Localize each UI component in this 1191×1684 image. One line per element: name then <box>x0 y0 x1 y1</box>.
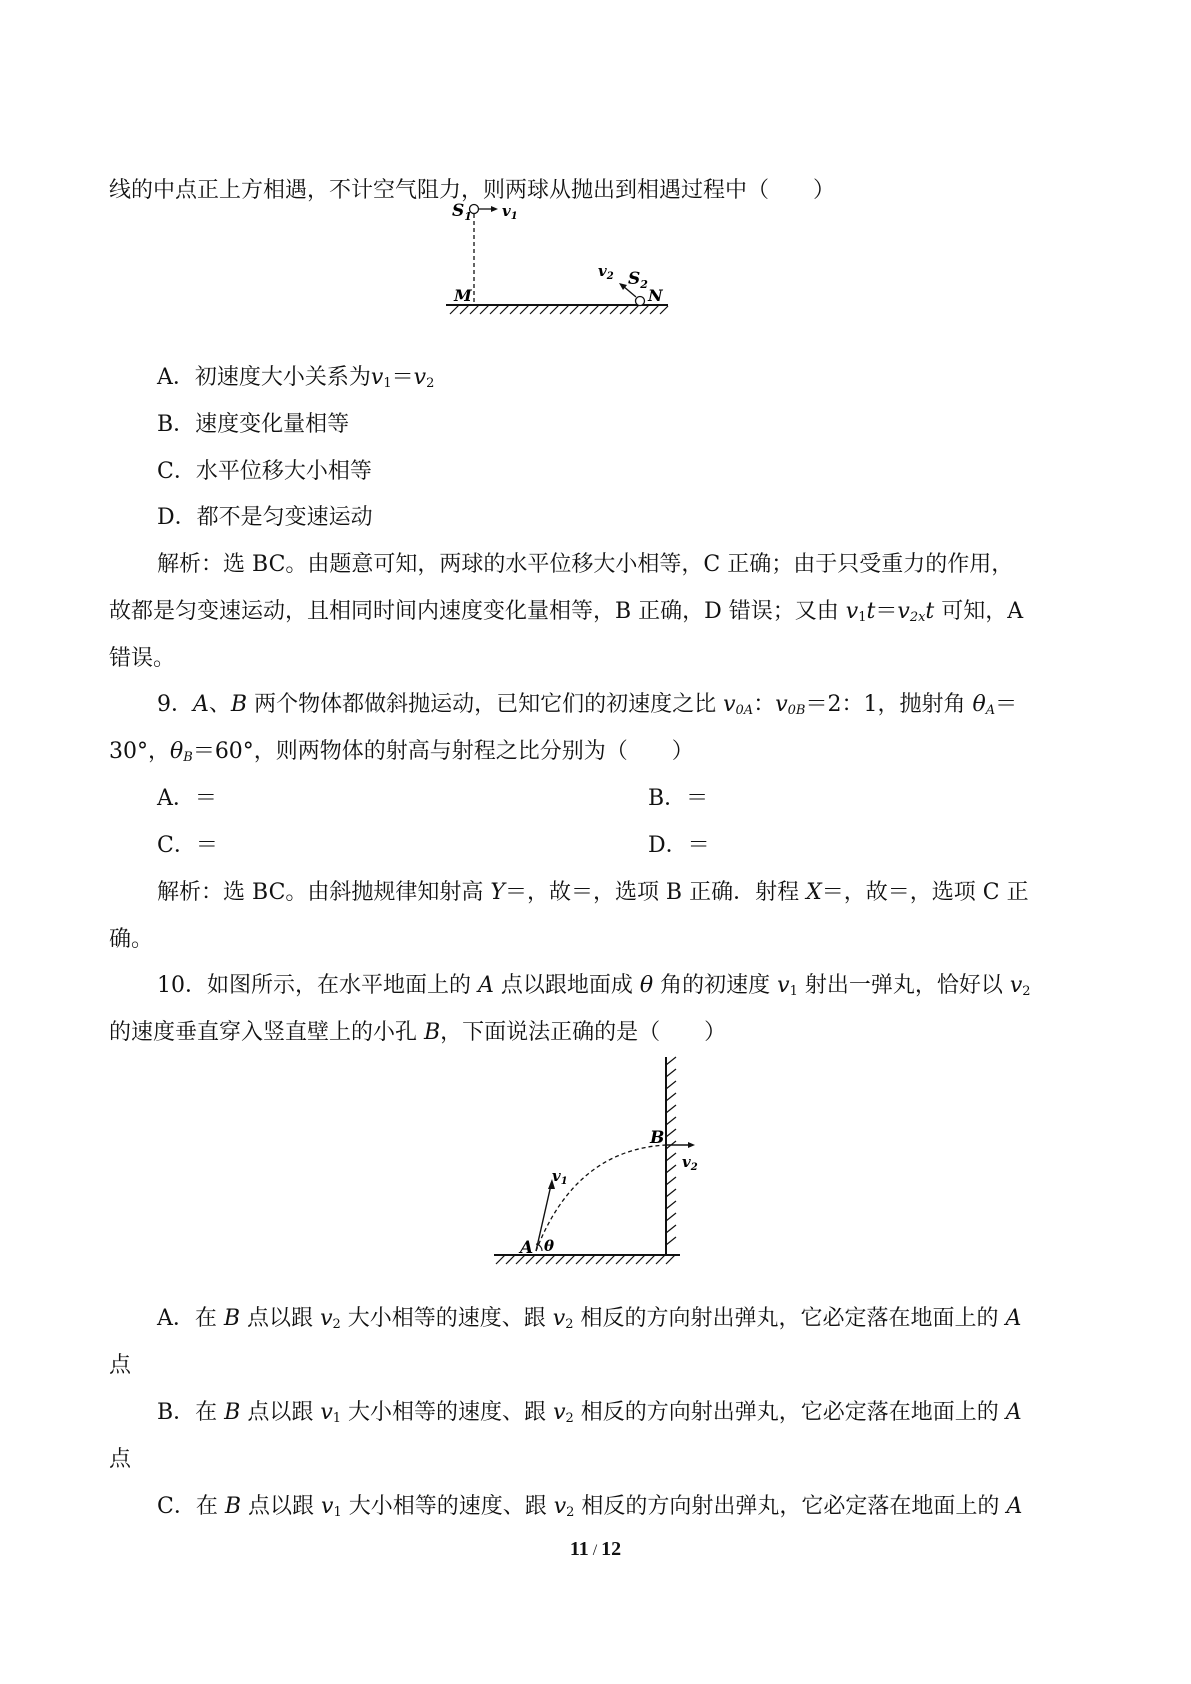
q8-ground-hatch <box>450 305 668 314</box>
q8-ball-s2 <box>636 297 645 306</box>
q8-label-v1: $v_1$ <box>502 202 518 222</box>
q10-option-c-line1: C．在 B 点以跟 $v_1$ 大小相等的速度、跟 $v_2$ 相反的方向射出弹丸，它必定落在地面上的 A <box>157 1494 1023 1520</box>
q9-option-d: D．＝ <box>648 833 710 858</box>
q9-stem-line1: 9．A、B 两个物体都做斜抛运动，已知它们的初速度之比 $v_{0A}$：$v_{0B}=2$：1，抛射角 $\theta_A=$ <box>157 692 1018 718</box>
q8-option-d: D．都不是匀变速运动 <box>157 505 373 530</box>
q10-label-v1: $v_1$ <box>552 1167 568 1187</box>
q8-label-s2: $S_2$ <box>628 269 648 291</box>
q8-analysis-line3: 错误。 <box>109 646 176 671</box>
q8-option-c: C．水平位移大小相等 <box>157 459 372 484</box>
page-number: 11 / 12 <box>569 1538 622 1560</box>
q9-analysis-line1: 解析：选 BC。由斜抛规律知射高 Y＝，故＝，选项 B 正确．射程 X＝，故＝，选项 C 正 <box>157 880 1029 905</box>
q8-label-m: M <box>454 286 472 305</box>
q9-stem-line2: 30°，$\theta_B=60^\circ$，则两物体的射高与射程之比分别为（ ） <box>109 739 694 765</box>
q10-wall-hatch <box>666 1057 676 1245</box>
q8-label-v2: $v_2$ <box>598 262 614 282</box>
q10-option-a-line1: A．在 B 点以跟 $v_2$ 大小相等的速度、跟 $v_2$ 相反的方向射出弹丸，它必定落在地面上的 A <box>157 1306 1022 1332</box>
q9-option-b: B．＝ <box>648 786 709 811</box>
q8-stem: 线的中点正上方相遇，不计空气阻力，则两球从抛出到相遇过程中（ ） <box>109 178 836 203</box>
q8-option-a: A．初速度大小关系为$v_1=v_2$ <box>157 365 435 391</box>
q9-option-c: C．＝ <box>157 833 218 858</box>
q10-label-theta: θ <box>544 1237 555 1255</box>
q10-label-v2: $v_2$ <box>682 1153 698 1173</box>
q8-label-n: N <box>648 286 663 305</box>
q10-trajectory <box>536 1145 666 1251</box>
q10-label-b: B <box>650 1128 665 1148</box>
q8-option-b: B．速度变化量相等 <box>157 412 350 437</box>
q10-option-a-line2: 点 <box>109 1353 132 1378</box>
q8-label-s1: $S_1$ <box>452 201 472 223</box>
q10-label-a: A <box>520 1238 534 1258</box>
q10-stem-line2: 的速度垂直穿入竖直壁上的小孔 B，下面说法正确的是（ ） <box>109 1020 727 1045</box>
q9-option-a: A．＝ <box>157 786 217 811</box>
q8-analysis-line2: 故都是匀变速运动，且相同时间内速度变化量相等，B 正确，D 错误；又由 $v_1t=v_{2x}t$ 可知，A <box>109 599 1024 625</box>
q10-option-b-line2: 点 <box>109 1447 132 1472</box>
q10-option-b-line1: B．在 B 点以跟 $v_1$ 大小相等的速度、跟 $v_2$ 相反的方向射出弹丸，它必定落在地面上的 A <box>157 1400 1022 1426</box>
q9-analysis-line2: 确。 <box>109 927 154 952</box>
q8-figure <box>440 200 680 320</box>
q10-stem-line1: 10．如图所示，在水平地面上的 A 点以跟地面成 θ 角的初速度 $v_1$ 射出一弹丸，恰好以 $v_2$ <box>157 973 1031 999</box>
q8-analysis-line1: 解析：选 BC。由题意可知，两球的水平位移大小相等，C 正确；由于只受重力的作用， <box>157 552 1014 577</box>
q10-figure <box>480 1055 720 1265</box>
